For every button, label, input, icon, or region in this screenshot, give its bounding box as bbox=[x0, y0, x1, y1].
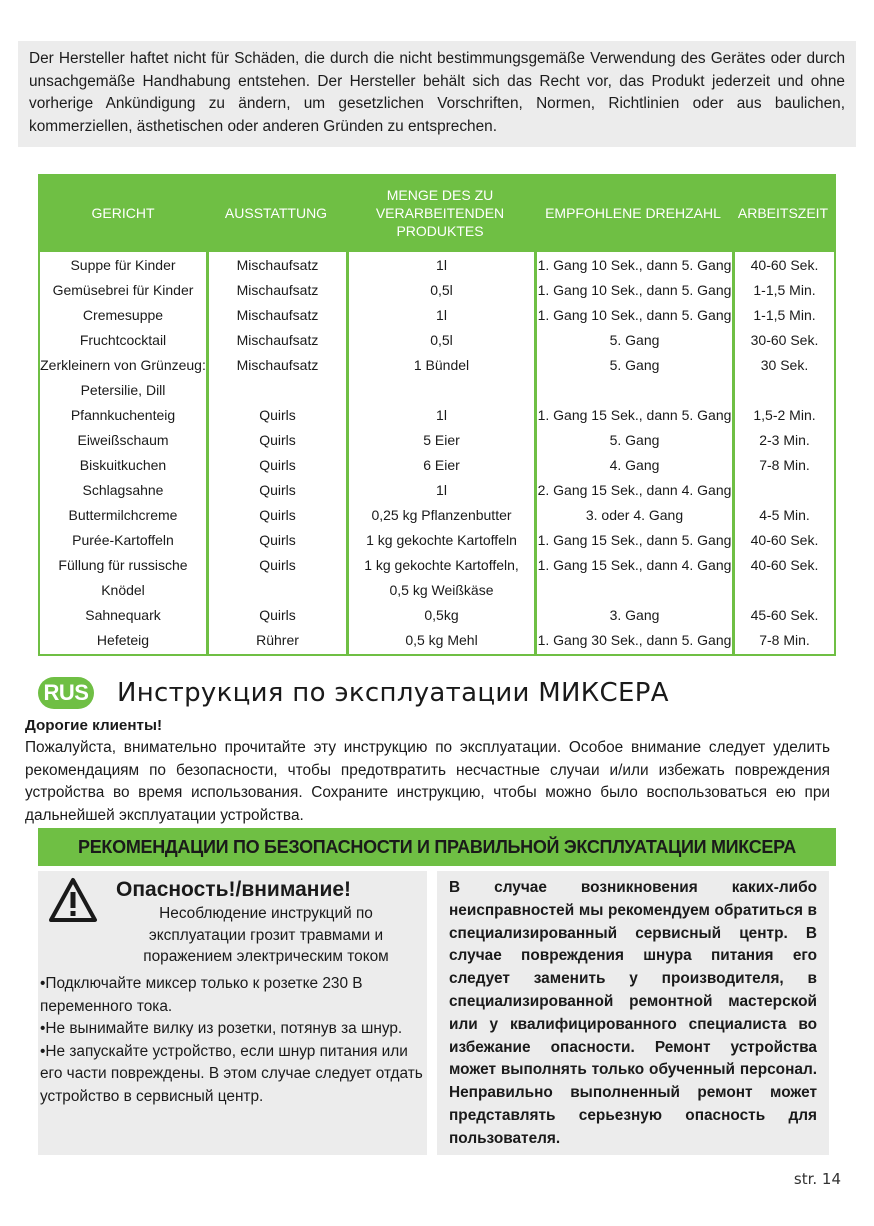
column-drehzahl bbox=[537, 252, 732, 654]
table-cell-zeit: 45-60 Sek. bbox=[750, 607, 819, 623]
table-cell-gericht: Cremesuppe bbox=[82, 307, 164, 323]
warning-box bbox=[38, 871, 427, 1155]
table-cell-zeit bbox=[735, 378, 834, 403]
warning-title: Опасность!/внимание! bbox=[116, 878, 352, 901]
column-menge bbox=[349, 252, 534, 654]
table-cell-menge: 0,25 kg Pflanzenbutter bbox=[371, 507, 512, 523]
table-cell-ausstattung: Quirls bbox=[259, 482, 296, 498]
table-cell-ausstattung: Quirls bbox=[259, 557, 296, 573]
table-cell-zeit: 7-8 Min. bbox=[759, 457, 810, 473]
table-cell-drehzahl: 2. Gang 15 Sek., dann 4. Gang bbox=[537, 482, 732, 498]
table-cell-zeit: 2-3 Min. bbox=[759, 432, 810, 448]
greeting: Дорогие клиенты! bbox=[25, 717, 163, 734]
table-cell-zeit: 40-60 Sek. bbox=[750, 257, 819, 273]
table-cell-ausstattung: Quirls bbox=[259, 457, 296, 473]
table-cell-gericht: Knödel bbox=[101, 582, 145, 598]
column-ausstattung bbox=[209, 252, 346, 654]
table-cell-ausstattung bbox=[209, 578, 346, 603]
table-header bbox=[40, 176, 834, 249]
table-cell-menge: 1l bbox=[436, 482, 447, 498]
table-cell-ausstattung bbox=[209, 378, 346, 403]
table-cell-drehzahl: 1. Gang 10 Sek., dann 5. Gang bbox=[537, 257, 732, 273]
warning-triangle-icon bbox=[48, 877, 98, 923]
table-cell-ausstattung: Mischaufsatz bbox=[236, 307, 319, 323]
table-cell-menge: 1 kg gekochte Kartoffeln, bbox=[364, 557, 519, 573]
table-cell-menge: 1 Bündel bbox=[413, 357, 470, 373]
table-cell-gericht: Petersilie, Dill bbox=[80, 382, 166, 398]
table-cell-drehzahl: 3. oder 4. Gang bbox=[585, 507, 684, 523]
column-gericht bbox=[40, 252, 206, 654]
table-cell-menge: 1l bbox=[436, 407, 447, 423]
table-cell-menge: 1l bbox=[436, 257, 447, 273]
table-cell-menge: 1l bbox=[436, 307, 447, 323]
service-info-box bbox=[437, 871, 829, 1155]
safety-heading: РЕКОМЕНДАЦИИ ПО БЕЗОПАСНОСТИ И ПРАВИЛЬНОЙ ЭКСПЛУАТАЦИИ МИКСЕРА bbox=[38, 828, 836, 866]
bullet-item: •Не вынимайте вилку из розетки, потянув за шнур. bbox=[40, 1020, 403, 1037]
table-cell-menge: 0,5kg bbox=[424, 607, 459, 623]
table-cell-drehzahl bbox=[537, 578, 732, 603]
column-arbeitszeit bbox=[735, 252, 834, 654]
table-cell-gericht: Füllung für russische bbox=[58, 557, 188, 573]
table-cell-gericht: Pfannkuchenteig bbox=[70, 407, 176, 423]
table-cell-gericht: Buttermilchcreme bbox=[68, 507, 178, 523]
table-cell-gericht: Schlagsahne bbox=[82, 482, 164, 498]
table-cell-zeit: 40-60 Sek. bbox=[750, 557, 819, 573]
bullet-item: •Подключайте миксер только к розетке 230 В переменного тока. bbox=[40, 975, 363, 1015]
table-cell-gericht: Sahnequark bbox=[85, 607, 161, 623]
table-cell-gericht: Purée-Kartoffeln bbox=[72, 532, 174, 548]
page-number: str. 14 bbox=[793, 1170, 841, 1188]
table-cell-ausstattung: Quirls bbox=[259, 507, 296, 523]
table-cell-drehzahl: 1. Gang 15 Sek., dann 5. Gang bbox=[537, 532, 732, 548]
table-cell-drehzahl: 1. Gang 15 Sek., dann 5. Gang bbox=[537, 407, 732, 423]
table-cell-zeit bbox=[735, 478, 834, 503]
table-cell-menge: 6 Eier bbox=[423, 457, 460, 473]
table-cell-drehzahl: 5. Gang bbox=[609, 357, 660, 373]
table-cell-gericht: Zerkleinern von Grünzeug: bbox=[40, 357, 206, 373]
safety-bullets bbox=[38, 973, 423, 1108]
service-info-text: В случае возникновения каких-либо неисправностей мы рекомендуем обратиться в специализированный сервисный центр. В случае повреждения шнура питания его следует заменить у производителя, в специализированной ремонтной мастерской или у квалифицированного специалиста во избежание опасности. Ремонт устройства может выполнять только обученный персонал. Неправильно выполненный ремонт может представлять серьезную опасность для пользователя. bbox=[449, 879, 817, 1147]
table-cell-ausstattung: Quirls bbox=[259, 407, 296, 423]
intro-paragraph: Пожалуйста, внимательно прочитайте эту инструкцию по эксплуатации. Особое внимание следует уделить рекомендациям по безопасности, чтобы предотвратить несчастные случаи и/или избежать повреждения устройства во время использования. Сохраните инструкцию, чтобы можно было воспользоваться ею при дальнейшей эксплуатации устройства. bbox=[25, 739, 830, 824]
table-cell-zeit: 1,5-2 Min. bbox=[753, 407, 816, 423]
table-cell-menge: 0,5 kg Mehl bbox=[405, 632, 478, 648]
table-cell-drehzahl: 3. Gang bbox=[609, 607, 660, 623]
table-cell-ausstattung: Rührer bbox=[256, 632, 299, 648]
table-cell-zeit bbox=[735, 578, 834, 603]
table-cell-gericht: Eiweißschaum bbox=[77, 432, 169, 448]
table-cell-zeit: 7-8 Min. bbox=[759, 632, 810, 648]
table-cell-ausstattung: Quirls bbox=[259, 532, 296, 548]
header-gericht: GERICHT bbox=[91, 204, 155, 221]
table-cell-ausstattung: Mischaufsatz bbox=[236, 257, 319, 273]
table-cell-drehzahl: 1. Gang 15 Sek., dann 4. Gang bbox=[537, 557, 732, 573]
table-cell-ausstattung: Mischaufsatz bbox=[236, 282, 319, 298]
table-cell-drehzahl: 1. Gang 10 Sek., dann 5. Gang bbox=[537, 307, 732, 323]
header-drehzahl: EMPFOHLENE DREHZAHL bbox=[545, 204, 721, 221]
header-ausstattung: AUSSTATTUNG bbox=[224, 204, 328, 221]
bullet-item: •Не запускайте устройство, если шнур питания или его части повреждены. В этом случае следует отдать устройство в сервисный центр. bbox=[40, 1042, 423, 1105]
warning-text: Несоблюдение инструкций по эксплуатации грозит травмами и поражением электрическим током bbox=[143, 905, 389, 965]
table-cell-zeit: 4-5 Min. bbox=[759, 507, 810, 523]
table-cell-ausstattung: Quirls bbox=[259, 607, 296, 623]
rus-language-badge: RUS bbox=[38, 677, 94, 709]
table-cell-drehzahl: 1. Gang 10 Sek., dann 5. Gang bbox=[537, 282, 732, 298]
table-cell-menge: 0,5l bbox=[430, 282, 453, 298]
table-cell-gericht: Suppe für Kinder bbox=[70, 257, 176, 273]
table-cell-zeit: 30-60 Sek. bbox=[750, 332, 819, 348]
table-cell-menge: 0,5l bbox=[430, 332, 453, 348]
table-cell-zeit: 1-1,5 Min. bbox=[753, 282, 816, 298]
table-cell-gericht: Hefeteig bbox=[96, 632, 150, 648]
table-cell-drehzahl: 1. Gang 30 Sek., dann 5. Gang bbox=[537, 632, 732, 648]
table-cell-menge: 1 kg gekochte Kartoffeln bbox=[366, 532, 517, 548]
disclaimer-text: Der Hersteller haftet nicht für Schäden, die durch die nicht bestimmungsgemäße Verwendung des Gerätes oder durch unsachgemäße Handhabung entstehen. Der Hersteller behält sich das Recht vor, das Produkt jederzeit und ohne vorherige Ankündigung zu ändern, um gesetzlichen Vorschriften, Normen, Richtlinien oder aus baulichen, kommerziellen, ästhetischen oder anderen Gründen zu entsprechen. bbox=[18, 41, 856, 147]
table-cell-zeit: 40-60 Sek. bbox=[750, 532, 819, 548]
table-cell-menge bbox=[349, 378, 534, 403]
header-arbeitszeit: ARBEITSZEIT bbox=[737, 204, 829, 221]
table-cell-gericht: Fruchtcocktail bbox=[79, 332, 167, 348]
table-cell-gericht: Gemüsebrei für Kinder bbox=[52, 282, 194, 298]
table-cell-drehzahl: 4. Gang bbox=[609, 457, 660, 473]
table-cell-drehzahl: 5. Gang bbox=[609, 332, 660, 348]
section-title: Инструкция по эксплуатации МИКСЕРА bbox=[117, 678, 669, 708]
table-cell-zeit: 30 Sek. bbox=[760, 357, 809, 373]
table-cell-ausstattung: Quirls bbox=[259, 432, 296, 448]
table-cell-gericht: Biskuitkuchen bbox=[79, 457, 167, 473]
header-menge: MENGE DES ZU VERARBEITENDEN PRODUKTES bbox=[375, 186, 505, 239]
table-cell-ausstattung: Mischaufsatz bbox=[236, 357, 319, 373]
table-cell-drehzahl: 5. Gang bbox=[609, 432, 660, 448]
table-cell-zeit: 1-1,5 Min. bbox=[753, 307, 816, 323]
table-cell-ausstattung: Mischaufsatz bbox=[236, 332, 319, 348]
recipe-table bbox=[38, 174, 836, 656]
table-cell-menge: 0,5 kg Weißkäse bbox=[389, 582, 494, 598]
table-cell-menge: 5 Eier bbox=[423, 432, 460, 448]
table-cell-drehzahl bbox=[537, 378, 732, 403]
